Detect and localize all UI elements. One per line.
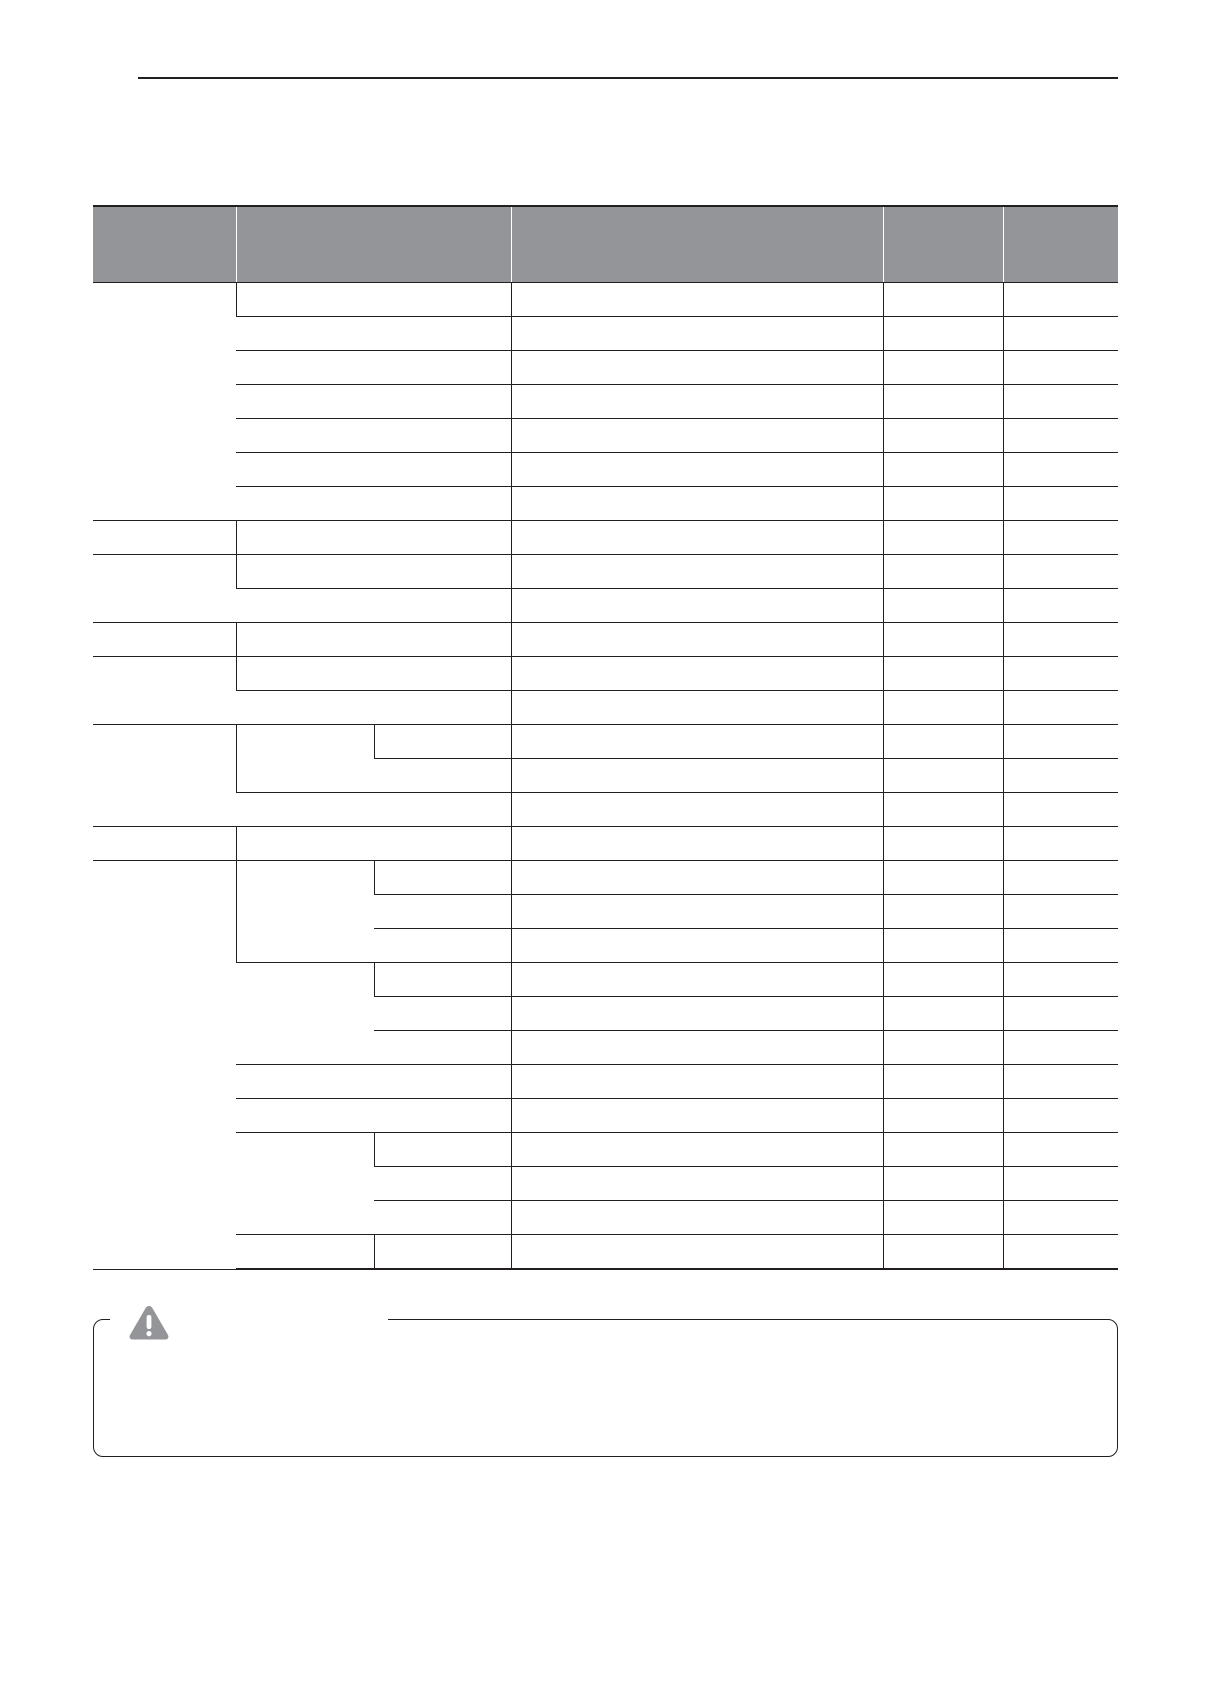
- table-cell: [1003, 997, 1118, 1031]
- warning-icon: [128, 1304, 170, 1342]
- table-cell: [1003, 895, 1118, 929]
- table-cell: [511, 963, 883, 997]
- column-header: [236, 206, 511, 283]
- warning-exclamation-dot: [146, 1331, 151, 1336]
- table-cell: [1003, 385, 1118, 419]
- table-cell: [236, 521, 511, 555]
- table-cell: [883, 385, 1003, 419]
- table-row: [93, 725, 1118, 759]
- table-cell: [511, 929, 883, 963]
- column-header: [93, 206, 236, 283]
- table-cell: [511, 1065, 883, 1099]
- table-cell: [1003, 419, 1118, 453]
- table-cell: [93, 827, 236, 861]
- table-cell: [93, 725, 236, 827]
- table-cell: [883, 725, 1003, 759]
- table-cell: [511, 827, 883, 861]
- table-cell: [1003, 1065, 1118, 1099]
- table-cell: [883, 589, 1003, 623]
- table-cell: [511, 521, 883, 555]
- table-header-row: [93, 206, 1118, 283]
- table-cell: [1003, 453, 1118, 487]
- table-cell: [93, 283, 236, 521]
- table-cell: [236, 589, 511, 623]
- table-row: [93, 861, 1118, 895]
- table-row: [93, 1099, 1118, 1133]
- caution-header-rule: [388, 1319, 508, 1320]
- table-cell: [883, 453, 1003, 487]
- table-cell: [511, 1201, 883, 1235]
- table-cell: [883, 759, 1003, 793]
- table-cell: [511, 351, 883, 385]
- table-cell: [883, 1099, 1003, 1133]
- table-cell: [883, 1167, 1003, 1201]
- table-row: [93, 657, 1118, 691]
- table-row: [93, 283, 1118, 317]
- table-cell: [883, 623, 1003, 657]
- table-row: [93, 589, 1118, 623]
- table-cell: [236, 283, 511, 317]
- table-cell: [236, 1065, 511, 1099]
- table-cell: [511, 1167, 883, 1201]
- table-row: [93, 317, 1118, 351]
- table-cell: [883, 827, 1003, 861]
- table-cell: [1003, 487, 1118, 521]
- table-cell: [883, 1065, 1003, 1099]
- table-cell: [511, 1031, 883, 1065]
- table-cell: [1003, 861, 1118, 895]
- table-cell: [236, 1099, 511, 1133]
- table-cell: [511, 759, 883, 793]
- table-cell: [511, 623, 883, 657]
- table-cell: [93, 555, 236, 623]
- top-rule: [138, 77, 1118, 79]
- table-row: [93, 555, 1118, 589]
- table-cell: [374, 861, 511, 895]
- warning-exclamation-bar: [147, 1315, 152, 1329]
- table-cell: [511, 861, 883, 895]
- table-cell: [236, 657, 511, 691]
- table-cell: [1003, 1133, 1118, 1167]
- table-cell: [883, 317, 1003, 351]
- spec-table: [93, 205, 1118, 1270]
- table-cell: [1003, 521, 1118, 555]
- table-cell: [1003, 929, 1118, 963]
- table-row: [93, 963, 1118, 997]
- table-cell: [1003, 657, 1118, 691]
- table-cell: [1003, 1031, 1118, 1065]
- table-cell: [1003, 351, 1118, 385]
- column-header: [883, 206, 1003, 283]
- table-row: [93, 1065, 1118, 1099]
- table-cell: [236, 691, 511, 725]
- table-row: [93, 521, 1118, 555]
- column-header: [511, 206, 883, 283]
- table-cell: [883, 555, 1003, 589]
- table-cell: [883, 963, 1003, 997]
- table-cell: [374, 725, 511, 759]
- table-cell: [1003, 963, 1118, 997]
- table-cell: [236, 861, 374, 963]
- table-cell: [1003, 827, 1118, 861]
- table-cell: [511, 317, 883, 351]
- table-row: [93, 1235, 1118, 1270]
- table-cell: [883, 283, 1003, 317]
- table-cell: [883, 793, 1003, 827]
- table-cell: [1003, 1167, 1118, 1201]
- table-cell: [1003, 691, 1118, 725]
- table-cell: [236, 351, 511, 385]
- table-row: [93, 691, 1118, 725]
- table-cell: [511, 589, 883, 623]
- table-cell: [374, 1201, 511, 1235]
- table-cell: [236, 793, 511, 827]
- table-row: [93, 827, 1118, 861]
- table-cell: [883, 1235, 1003, 1270]
- table-cell: [511, 895, 883, 929]
- table-cell: [511, 283, 883, 317]
- table-cell: [1003, 589, 1118, 623]
- table-cell: [236, 419, 511, 453]
- table-cell: [236, 317, 511, 351]
- table-row: [93, 385, 1118, 419]
- table-cell: [1003, 725, 1118, 759]
- table-cell: [1003, 1201, 1118, 1235]
- column-header: [1003, 206, 1118, 283]
- table-cell: [883, 521, 1003, 555]
- table-cell: [1003, 317, 1118, 351]
- table-cell: [511, 657, 883, 691]
- table-cell: [1003, 555, 1118, 589]
- table-cell: [511, 453, 883, 487]
- table-cell: [93, 657, 236, 725]
- table-cell: [93, 861, 236, 1270]
- table-cell: [1003, 793, 1118, 827]
- table-row: [93, 793, 1118, 827]
- table-cell: [883, 419, 1003, 453]
- table-cell: [1003, 1235, 1118, 1270]
- table-cell: [236, 1235, 374, 1270]
- table-row: [93, 487, 1118, 521]
- table-row: [93, 1133, 1118, 1167]
- table-cell: [374, 895, 511, 929]
- table-cell: [1003, 1099, 1118, 1133]
- table-cell: [236, 623, 511, 657]
- table-cell: [236, 1133, 374, 1235]
- table-cell: [883, 691, 1003, 725]
- table-cell: [883, 1031, 1003, 1065]
- table-cell: [236, 453, 511, 487]
- table-cell: [883, 997, 1003, 1031]
- table-cell: [374, 1167, 511, 1201]
- table-cell: [883, 351, 1003, 385]
- table-cell: [511, 1235, 883, 1270]
- table-cell: [374, 929, 511, 963]
- table-cell: [511, 691, 883, 725]
- table-cell: [374, 997, 511, 1031]
- table-cell: [511, 725, 883, 759]
- table-cell: [93, 623, 236, 657]
- table-row: [93, 419, 1118, 453]
- table-cell: [511, 997, 883, 1031]
- table-cell: [236, 555, 511, 589]
- table-cell: [374, 759, 511, 793]
- table-cell: [883, 895, 1003, 929]
- table-row: [93, 623, 1118, 657]
- table-cell: [883, 487, 1003, 521]
- table-row: [93, 453, 1118, 487]
- table-cell: [511, 1133, 883, 1167]
- table-cell: [1003, 283, 1118, 317]
- table-cell: [236, 725, 374, 793]
- table-cell: [93, 521, 236, 555]
- table-cell: [883, 929, 1003, 963]
- table-row: [93, 351, 1118, 385]
- table-cell: [374, 1235, 511, 1270]
- table-cell: [1003, 759, 1118, 793]
- table-cell: [883, 1201, 1003, 1235]
- table-cell: [374, 1133, 511, 1167]
- table-cell: [511, 385, 883, 419]
- table-cell: [1003, 623, 1118, 657]
- table-cell: [374, 1031, 511, 1065]
- table-cell: [883, 861, 1003, 895]
- table-cell: [511, 793, 883, 827]
- caution-box: [93, 1319, 1118, 1457]
- table-cell: [511, 487, 883, 521]
- table-cell: [511, 419, 883, 453]
- table-cell: [511, 1099, 883, 1133]
- table-cell: [883, 657, 1003, 691]
- table-cell: [236, 963, 374, 1065]
- table-cell: [236, 827, 511, 861]
- table-cell: [883, 1133, 1003, 1167]
- table-cell: [374, 963, 511, 997]
- table-cell: [236, 487, 511, 521]
- table-cell: [236, 385, 511, 419]
- table-cell: [511, 555, 883, 589]
